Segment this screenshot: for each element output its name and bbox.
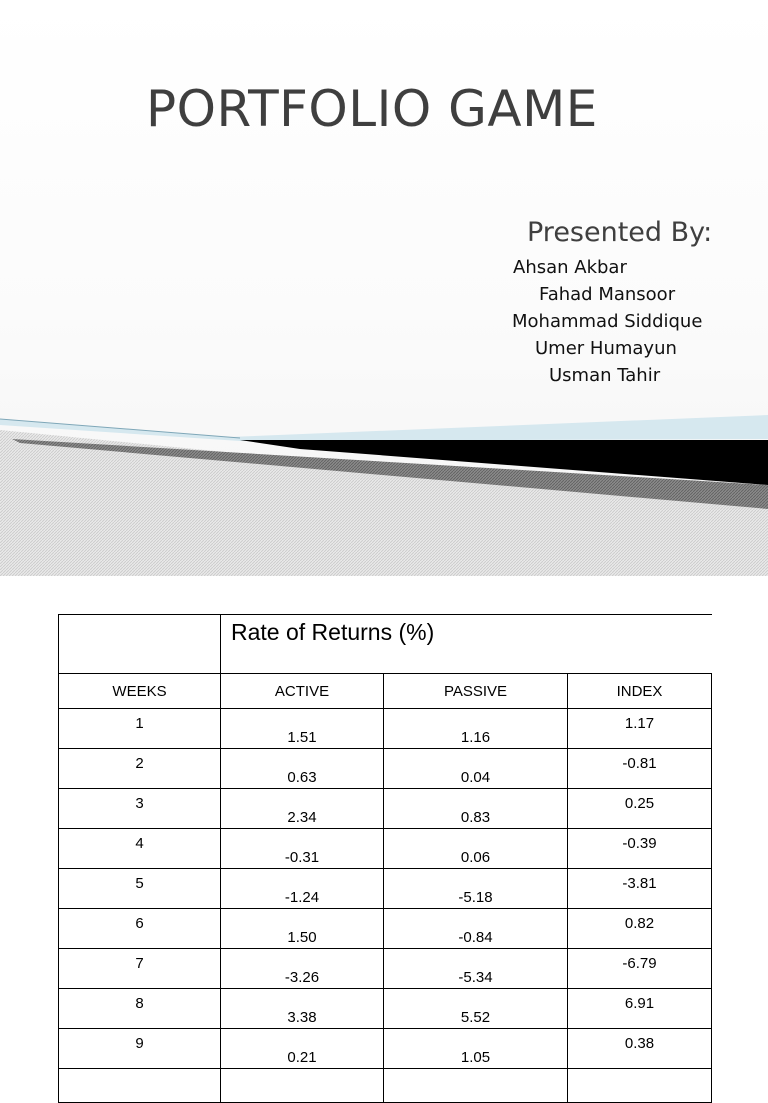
cell-active: 0.63	[221, 749, 384, 789]
table-row	[59, 989, 712, 1029]
table-row	[59, 869, 712, 909]
cell-passive: 5.52	[384, 989, 568, 1029]
cell-active: -0.31	[221, 829, 384, 869]
table-row	[59, 909, 712, 949]
cell-empty	[59, 1069, 221, 1103]
cell-empty	[384, 1069, 568, 1103]
header-weeks: WEEKS	[59, 674, 221, 709]
cell-passive: 0.83	[384, 789, 568, 829]
cell-index: 0.25	[568, 789, 712, 829]
returns-table	[58, 614, 712, 1103]
cell-passive: 0.06	[384, 829, 568, 869]
presenter-name: Umer Humayun	[535, 338, 677, 359]
returns-table-wrap	[58, 614, 711, 1103]
header-passive: PASSIVE	[384, 674, 568, 709]
cell-passive: -5.34	[384, 949, 568, 989]
table-row	[59, 949, 712, 989]
cell-active: -3.26	[221, 949, 384, 989]
cell-index: 0.82	[568, 909, 712, 949]
cell-week: 9	[59, 1029, 221, 1069]
presenter-name: Ahsan Akbar	[513, 257, 627, 278]
header-active: ACTIVE	[221, 674, 384, 709]
cell-index: -6.79	[568, 949, 712, 989]
table-row	[59, 749, 712, 789]
cell-passive: -5.18	[384, 869, 568, 909]
table-row	[59, 709, 712, 749]
table-row	[59, 1029, 712, 1069]
cell-week: 2	[59, 749, 221, 789]
cell-week: 3	[59, 789, 221, 829]
presenter-name: Fahad Mansoor	[539, 284, 676, 305]
table-title-row	[59, 615, 712, 674]
cell-active: 3.38	[221, 989, 384, 1029]
cell-passive: 1.05	[384, 1029, 568, 1069]
cell-passive: 1.16	[384, 709, 568, 749]
presented-by-label: Presented By:	[527, 217, 713, 248]
cell-index: -3.81	[568, 869, 712, 909]
header-index: INDEX	[568, 674, 712, 709]
cell-empty	[568, 1069, 712, 1103]
cell-passive: -0.84	[384, 909, 568, 949]
table-corner-cell	[59, 615, 221, 674]
table-header-row	[59, 674, 712, 709]
cell-week: 4	[59, 829, 221, 869]
table-title: Rate of Returns (%)	[221, 615, 712, 674]
table-body	[59, 709, 712, 1103]
returns-slide	[0, 576, 768, 1066]
cell-active: 1.51	[221, 709, 384, 749]
presenter-name: Usman Tahir	[549, 365, 661, 386]
cell-week: 7	[59, 949, 221, 989]
cell-empty	[221, 1069, 384, 1103]
cell-index: 1.17	[568, 709, 712, 749]
table-row-cutoff	[59, 1069, 712, 1103]
cell-active: 2.34	[221, 789, 384, 829]
table-row	[59, 829, 712, 869]
decorative-swoosh	[0, 405, 768, 576]
cell-week: 8	[59, 989, 221, 1029]
cell-active: 0.21	[221, 1029, 384, 1069]
cell-index: 6.91	[568, 989, 712, 1029]
cell-week: 1	[59, 709, 221, 749]
table-row	[59, 789, 712, 829]
cell-index: -0.39	[568, 829, 712, 869]
cell-index: 0.38	[568, 1029, 712, 1069]
cell-active: 1.50	[221, 909, 384, 949]
cell-week: 6	[59, 909, 221, 949]
cell-passive: 0.04	[384, 749, 568, 789]
slide-title: PORTFOLIO GAME	[146, 80, 598, 138]
cell-active: -1.24	[221, 869, 384, 909]
cell-index: -0.81	[568, 749, 712, 789]
presenter-name: Mohammad Siddique	[512, 311, 703, 332]
cell-week: 5	[59, 869, 221, 909]
